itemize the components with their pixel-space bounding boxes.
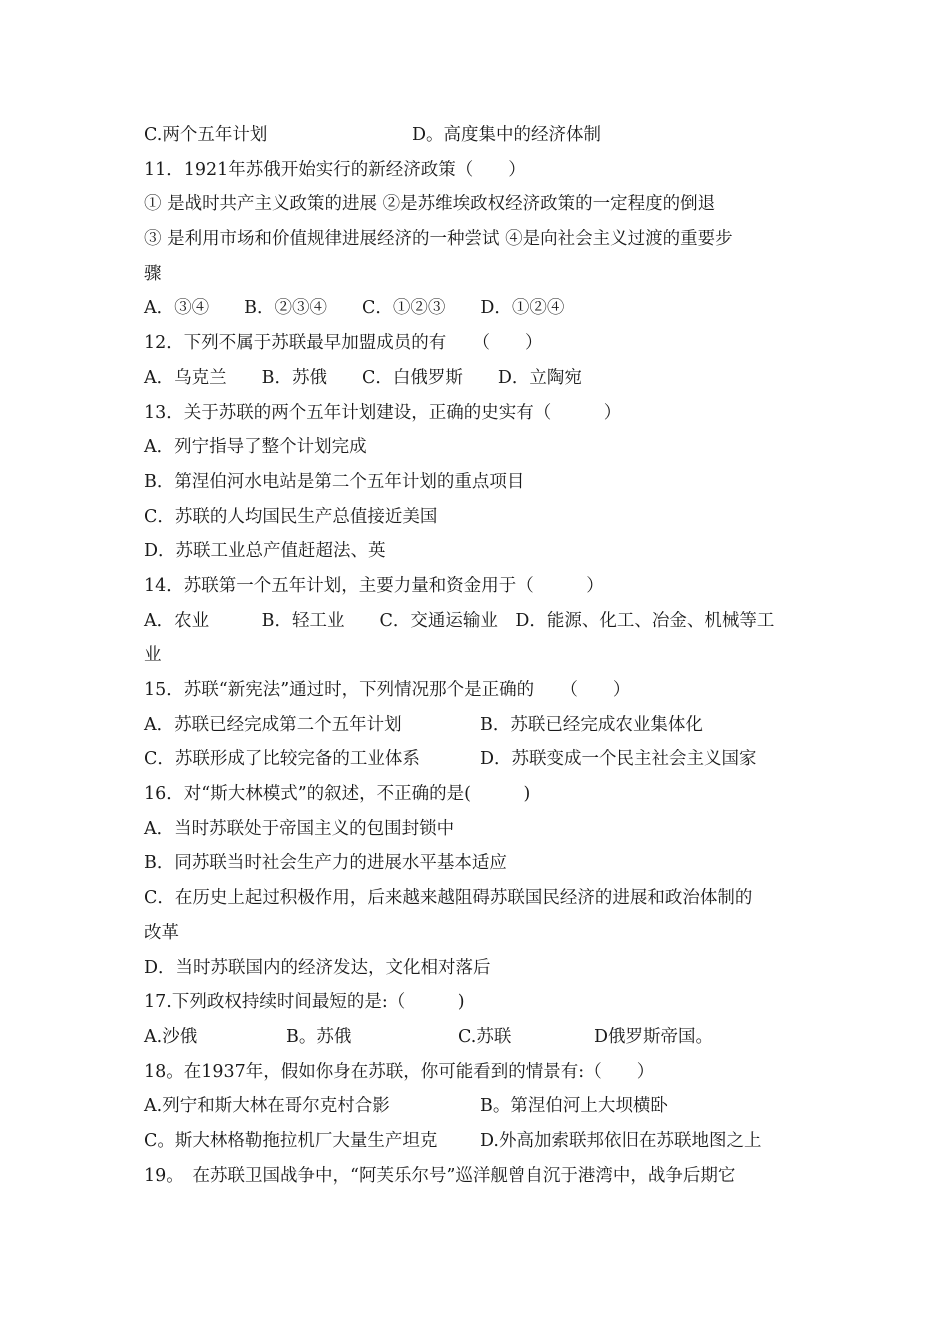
q11-statement-2-cont: 骤 bbox=[144, 263, 162, 284]
q11-options: A．③④ B．②③④ C．①②③ D．①②④ bbox=[144, 298, 565, 319]
q13-option-d: D．苏联工业总产值赶超法、英 bbox=[144, 541, 386, 562]
q16-option-d: D．当时苏联国内的经济发达，文化相对落后 bbox=[144, 957, 491, 978]
option-a: A.列宁和斯大林在哥尔克村合影 bbox=[144, 1096, 390, 1117]
option-d: D。高度集中的经济体制 bbox=[412, 125, 602, 145]
option-b: B．苏联已经完成农业集体化 bbox=[480, 714, 703, 735]
option-a: A.沙俄 bbox=[144, 1026, 198, 1047]
option-d: D.外高加索联邦依旧在苏联地图之上 bbox=[480, 1130, 762, 1151]
q15-options-row-1 bbox=[144, 708, 950, 743]
q10-options bbox=[144, 118, 950, 153]
q11-statement-2: ③ 是利用市场和价值规律进展经济的一种尝试 ④是向社会主义过渡的重要步 bbox=[144, 229, 733, 250]
q12-options: A．乌克兰 B．苏俄 C．白俄罗斯 D．立陶宛 bbox=[144, 367, 582, 388]
q18-options-row-2 bbox=[144, 1124, 950, 1159]
option-b: B。第涅伯河上大坝横卧 bbox=[480, 1096, 668, 1117]
option-b: B。苏俄 bbox=[286, 1026, 352, 1047]
q12-stem: 12．下列不属于苏联最早加盟成员的有 （ ） bbox=[144, 333, 543, 354]
q13-option-c: C．苏联的人均国民生产总值接近美国 bbox=[144, 506, 438, 527]
q14-options: A．农业 B．轻工业 C．交通运输业 D．能源、化工、冶金、机械等工 bbox=[144, 610, 775, 631]
q17-stem: 17.下列政权持续时间最短的是:（ ) bbox=[144, 992, 465, 1013]
option-c: C。斯大林格勒拖拉机厂大量生产坦克 bbox=[144, 1130, 438, 1151]
q11-statement-1: ① 是战时共产主义政策的进展 ②是苏维埃政权经济政策的一定程度的倒退 bbox=[144, 194, 716, 215]
q16-option-b: B．同苏联当时社会生产力的进展水平基本适应 bbox=[144, 853, 507, 874]
q15-options-row-2 bbox=[144, 742, 950, 777]
option-d: D．苏联变成一个民主社会主义国家 bbox=[480, 749, 757, 770]
q13-option-b: B．第涅伯河水电站是第二个五年计划的重点项目 bbox=[144, 471, 525, 492]
q13-option-a: A．列宁指导了整个计划完成 bbox=[144, 437, 367, 458]
q15-stem: 15．苏联“新宪法”通过时，下列情况那个是正确的 （ ） bbox=[144, 680, 631, 700]
option-c: C.两个五年计划 bbox=[144, 125, 268, 145]
q18-options-row-1 bbox=[144, 1089, 950, 1124]
q18-stem: 18。在1937年，假如你身在苏联，你可能看到的情景有:（ ） bbox=[144, 1061, 655, 1082]
q14-stem: 14．苏联第一个五年计划，主要力量和资金用于（ ） bbox=[144, 575, 604, 596]
option-d: D俄罗斯帝国。 bbox=[594, 1026, 714, 1047]
q19-stem: 19。 在苏联卫国战争中，“阿芙乐尔号”巡洋舰曾自沉于港湾中，战争后期它 bbox=[144, 1165, 736, 1186]
option-a: A．苏联已经完成第二个五年计划 bbox=[144, 714, 402, 735]
q16-option-c: C．在历史上起过积极作用，后来越来越阻碍苏联国民经济的进展和政治体制的 bbox=[144, 888, 753, 909]
q17-options bbox=[144, 1020, 950, 1055]
q16-option-a: A．当时苏联处于帝国主义的包围封锁中 bbox=[144, 818, 455, 839]
q11-stem: 11．1921年苏俄开始实行的新经济政策（ ） bbox=[144, 159, 526, 180]
q14-options-cont: 业 bbox=[144, 645, 162, 666]
option-c: C．苏联形成了比较完备的工业体系 bbox=[144, 749, 420, 770]
option-c: C.苏联 bbox=[458, 1026, 512, 1047]
q16-stem: 16．对“斯大林模式”的叙述，不正确的是( ) bbox=[144, 784, 531, 805]
q13-stem: 13．关于苏联的两个五年计划建设，正确的史实有（ ） bbox=[144, 402, 622, 423]
q16-option-c-cont: 改革 bbox=[144, 922, 179, 943]
